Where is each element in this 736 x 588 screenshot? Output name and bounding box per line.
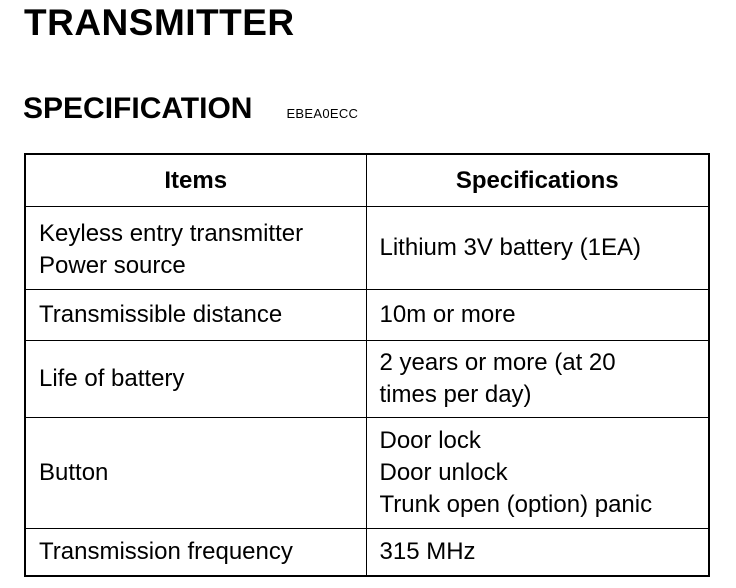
table-row [25, 529, 709, 577]
section-code: EBEA0ECC [286, 106, 359, 121]
spec-cell [366, 341, 709, 418]
item-text: Life of battery [39, 365, 185, 392]
item-text: Power source [39, 252, 186, 279]
spec-text: Door lock [379, 427, 481, 454]
section-header [23, 92, 358, 126]
item-cell [25, 418, 366, 529]
header-items: Items [25, 154, 366, 207]
spec-text: Lithium 3V battery (1EA) [379, 234, 641, 261]
spec-text: 10m or more [379, 301, 516, 328]
item-cell [25, 529, 366, 577]
spec-cell [366, 207, 709, 290]
table-row [25, 418, 709, 529]
item-cell [25, 207, 366, 290]
table-header-row [25, 154, 709, 207]
specification-table [24, 153, 710, 577]
item-text: Button [39, 459, 109, 486]
item-text: Keyless entry transmitter [39, 220, 304, 247]
spec-text: Door unlock [379, 459, 508, 486]
item-cell [25, 290, 366, 341]
item-text: Transmission frequency [39, 538, 293, 565]
spec-text: 315 MHz [379, 538, 476, 565]
table-row [25, 290, 709, 341]
table-row [25, 341, 709, 418]
spec-cell [366, 529, 709, 577]
spec-cell [366, 418, 709, 529]
item-cell [25, 341, 366, 418]
spec-cell [366, 290, 709, 341]
header-specifications: Specifications [366, 154, 709, 207]
table-row [25, 207, 709, 290]
item-text: Transmissible distance [39, 301, 283, 328]
page-title: TRANSMITTER [24, 2, 295, 43]
spec-text: Trunk open (option) panic [379, 491, 653, 518]
spec-text: times per day) [379, 381, 532, 408]
spec-text: 2 years or more (at 20 [379, 349, 616, 376]
section-title: SPECIFICATION [23, 92, 253, 125]
